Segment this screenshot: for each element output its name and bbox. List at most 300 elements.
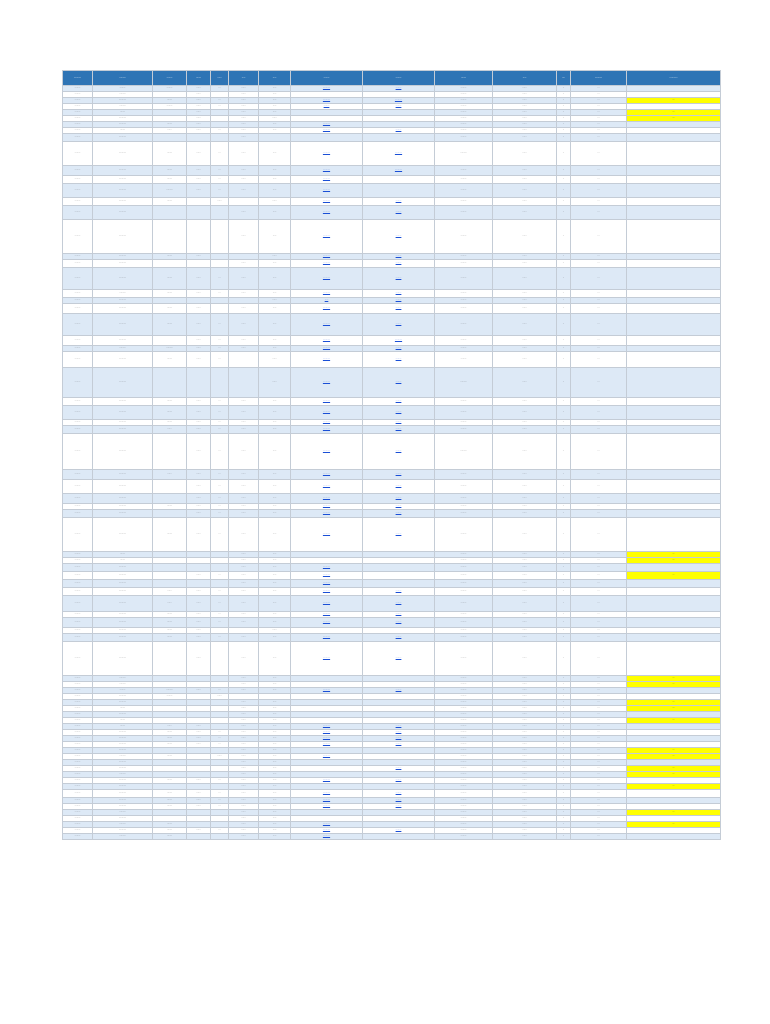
table-cell: ...: [571, 134, 627, 142]
email-link[interactable]: ..........: [291, 510, 363, 518]
table-cell: ..........: [93, 588, 153, 596]
email-link[interactable]: ..........: [291, 254, 363, 260]
table-cell: ......: [229, 778, 259, 784]
website-link[interactable]: ........: [363, 470, 435, 480]
table-row: [63, 352, 721, 368]
table-cell: .......: [153, 166, 187, 176]
table-cell: .........: [93, 754, 153, 760]
website-link[interactable]: ........: [363, 778, 435, 784]
table-row: [63, 580, 721, 588]
email-link[interactable]: ..........: [291, 724, 363, 730]
website-link[interactable]: ........: [363, 798, 435, 804]
table-row: [63, 398, 721, 406]
table-cell: ......: [229, 766, 259, 772]
header-cell: .....: [229, 71, 259, 86]
table-cell: ......: [229, 398, 259, 406]
table-cell: ........: [63, 596, 93, 612]
table-cell: [627, 480, 721, 494]
table-cell: .......: [153, 290, 187, 298]
table-cell: ..: [557, 304, 571, 314]
table-cell: ...: [571, 634, 627, 642]
table-cell: ..........: [93, 470, 153, 480]
table-cell: ..........: [93, 352, 153, 368]
table-cell: ..: [557, 254, 571, 260]
table-cell: ..: [557, 470, 571, 480]
table-cell: .....: [259, 304, 291, 314]
table-cell: [187, 580, 211, 588]
table-cell: ..........: [93, 304, 153, 314]
website-link[interactable]: ........: [363, 128, 435, 134]
table-cell: [211, 134, 229, 142]
table-cell: ..: [557, 730, 571, 736]
email-link[interactable]: ........: [291, 104, 363, 110]
table-cell: .......: [153, 504, 187, 510]
table-cell: ......: [211, 198, 229, 206]
table-cell: ..........: [93, 642, 153, 676]
table-cell: ..........: [93, 816, 153, 822]
table-cell: ......: [187, 110, 211, 116]
table-cell: ........: [63, 116, 93, 122]
table-cell: ........: [63, 784, 93, 790]
table-cell: [153, 494, 187, 504]
table-cell: ........: [63, 206, 93, 220]
table-cell: ...: [571, 612, 627, 618]
table-cell: ......: [229, 834, 259, 840]
table-cell: ...: [571, 700, 627, 706]
table-cell: ........: [63, 816, 93, 822]
table-cell: [627, 268, 721, 290]
table-cell: ...: [571, 778, 627, 784]
table-cell: .......: [153, 352, 187, 368]
table-cell: .......: [153, 730, 187, 736]
email-link[interactable]: ..........: [291, 588, 363, 596]
table-cell: ..........: [93, 580, 153, 588]
email-link[interactable]: ..........: [291, 778, 363, 784]
table-cell: ........: [63, 828, 93, 834]
table-cell: ......: [187, 86, 211, 92]
table-row: [63, 642, 721, 676]
table-cell: [627, 564, 721, 572]
table-cell: ........: [63, 700, 93, 706]
table-row: [63, 588, 721, 596]
email-link[interactable]: ..........: [291, 314, 363, 336]
table-cell: ..........: [93, 220, 153, 254]
table-cell: ......: [187, 596, 211, 612]
table-cell: ........: [63, 688, 93, 694]
website-link[interactable]: ........: [363, 434, 435, 470]
table-cell: .........: [93, 290, 153, 298]
website-link[interactable]: ........: [363, 398, 435, 406]
website-link[interactable]: ........: [363, 254, 435, 260]
table-cell: ......: [187, 480, 211, 494]
website-link[interactable]: ........: [363, 790, 435, 798]
table-cell: .....: [259, 724, 291, 730]
table-cell: ......: [229, 712, 259, 718]
table-cell: ......: [493, 688, 557, 694]
website-link[interactable]: ........: [363, 298, 435, 304]
header-cell: ...........: [627, 71, 721, 86]
table-cell: ..........: [93, 778, 153, 784]
table-cell: ......: [493, 116, 557, 122]
email-link[interactable]: ..........: [291, 142, 363, 166]
table-cell: ........: [435, 504, 493, 510]
website-link[interactable]: ........: [363, 828, 435, 834]
table-cell: ......: [187, 828, 211, 834]
table-cell: ..........: [93, 518, 153, 552]
table-cell: ...: [211, 426, 229, 434]
website-link[interactable]: ........: [363, 406, 435, 420]
header-cell: ........: [153, 71, 187, 86]
table-cell: .....: [259, 398, 291, 406]
email-link[interactable]: ..........: [291, 480, 363, 494]
table-cell: ..: [557, 406, 571, 420]
table-cell: ..: [557, 596, 571, 612]
email-link[interactable]: ..........: [291, 336, 363, 346]
table-cell: [211, 564, 229, 572]
email-link[interactable]: ..........: [291, 580, 363, 588]
table-cell: [211, 206, 229, 220]
table-cell: .....: [259, 804, 291, 810]
table-cell: ......: [493, 682, 557, 688]
website-link[interactable]: ........: [363, 688, 435, 694]
website-link[interactable]: ........: [363, 588, 435, 596]
website-link[interactable]: ........: [363, 86, 435, 92]
table-cell: ........: [435, 254, 493, 260]
email-link[interactable]: ..........: [291, 290, 363, 298]
table-cell: ........: [63, 304, 93, 314]
website-link[interactable]: ........: [363, 596, 435, 612]
table-row: [63, 618, 721, 628]
table-cell: ......: [493, 220, 557, 254]
table-cell: ..........: [93, 612, 153, 618]
table-cell: ........: [435, 346, 493, 352]
table-cell: ......: [493, 470, 557, 480]
email-link[interactable]: ..........: [291, 166, 363, 176]
website-link[interactable]: ........: [363, 104, 435, 110]
website-link[interactable]: ..........: [363, 166, 435, 176]
email-link[interactable]: ..........: [291, 426, 363, 434]
email-link[interactable]: ..........: [291, 176, 363, 184]
website-link[interactable]: ........: [363, 352, 435, 368]
email-link[interactable]: ..........: [291, 352, 363, 368]
email-link[interactable]: ..........: [291, 268, 363, 290]
table-cell: ...: [571, 784, 627, 790]
table-cell: ......: [493, 572, 557, 580]
website-link[interactable]: ........: [363, 480, 435, 494]
email-link[interactable]: ..........: [291, 804, 363, 810]
table-cell: .......: [153, 754, 187, 760]
email-link[interactable]: ..........: [291, 834, 363, 840]
email-link[interactable]: ..........: [291, 184, 363, 198]
table-cell: .....: [259, 778, 291, 784]
website-link[interactable]: ........: [363, 346, 435, 352]
website-link[interactable]: ........: [363, 518, 435, 552]
table-cell: ........: [435, 724, 493, 730]
table-cell: ......: [187, 730, 211, 736]
table-cell: ......: [493, 736, 557, 742]
table-cell: ...: [571, 822, 627, 828]
table-cell: ......: [229, 772, 259, 778]
table-cell: ........: [435, 518, 493, 552]
email-link[interactable]: ..........: [291, 828, 363, 834]
email-link[interactable]: ..........: [291, 368, 363, 398]
table-cell: ..........: [93, 426, 153, 434]
table-cell: .......: [153, 254, 187, 260]
table-cell: .......: [153, 790, 187, 798]
table-cell: ........: [63, 612, 93, 618]
table-cell: ........: [435, 718, 493, 724]
table-cell: ......: [187, 184, 211, 198]
table-cell: ......: [229, 510, 259, 518]
website-link[interactable]: ........: [363, 612, 435, 618]
table-cell: .....: [259, 596, 291, 612]
website-link[interactable]: ........: [363, 510, 435, 518]
table-cell: ........: [435, 298, 493, 304]
email-link[interactable]: ..........: [291, 406, 363, 420]
email-link[interactable]: ..........: [291, 688, 363, 694]
table-cell: ..: [557, 510, 571, 518]
table-cell: ...: [211, 510, 229, 518]
table-cell: ......: [229, 426, 259, 434]
email-link[interactable]: ..........: [291, 572, 363, 580]
website-link[interactable]: ........: [363, 742, 435, 748]
table-cell: [627, 198, 721, 206]
table-cell: ......: [229, 784, 259, 790]
website-link[interactable]: ........: [363, 618, 435, 628]
website-link[interactable]: ........: [363, 494, 435, 504]
table-cell: .......: [93, 718, 153, 724]
table-cell: [363, 580, 435, 588]
table-cell: ..: [557, 206, 571, 220]
email-link[interactable]: ..........: [291, 754, 363, 760]
email-link[interactable]: ..........: [291, 564, 363, 572]
table-cell: [627, 352, 721, 368]
table-cell: ........: [435, 790, 493, 798]
table-cell: ......: [229, 304, 259, 314]
table-cell: ........: [63, 518, 93, 552]
website-link[interactable]: ........: [363, 260, 435, 268]
table-cell: ......: [153, 596, 187, 612]
website-link[interactable]: ........: [363, 642, 435, 676]
table-cell: ...: [211, 142, 229, 166]
table-cell: [211, 304, 229, 314]
table-cell: [153, 220, 187, 254]
email-link[interactable]: ..........: [291, 736, 363, 742]
table-cell: [627, 596, 721, 612]
table-cell: ..: [557, 184, 571, 198]
table-cell: ......: [493, 612, 557, 618]
website-link[interactable]: ........: [363, 198, 435, 206]
table-cell: .....: [259, 798, 291, 804]
table-cell: ...: [571, 688, 627, 694]
table-cell: ..: [557, 504, 571, 510]
email-link[interactable]: ..........: [291, 206, 363, 220]
table-cell: ..: [557, 706, 571, 712]
table-cell: ......: [229, 110, 259, 116]
table-cell: ........: [63, 398, 93, 406]
table-cell: ..: [557, 790, 571, 798]
table-cell: ..: [557, 712, 571, 718]
table-row: [63, 572, 721, 580]
email-link[interactable]: ..........: [291, 346, 363, 352]
table-cell: ...: [571, 572, 627, 580]
table-row: [63, 518, 721, 552]
table-cell: ......: [229, 104, 259, 110]
table-cell: ........: [63, 470, 93, 480]
website-link[interactable]: ........: [363, 268, 435, 290]
table-cell: .....: [259, 742, 291, 748]
table-cell: ....: [627, 558, 721, 564]
table-cell: ..........: [93, 336, 153, 346]
table-cell: [211, 220, 229, 254]
email-link[interactable]: ..........: [291, 260, 363, 268]
table-cell: ...: [571, 166, 627, 176]
table-cell: .....: [259, 290, 291, 298]
website-link[interactable]: ........: [363, 304, 435, 314]
website-link[interactable]: ........: [363, 420, 435, 426]
table-cell: [291, 134, 363, 142]
table-cell: ......: [187, 742, 211, 748]
table-cell: ...: [211, 184, 229, 198]
website-link[interactable]: ........: [363, 206, 435, 220]
table-cell: ........: [63, 712, 93, 718]
table-cell: [627, 834, 721, 840]
table-cell: ......: [229, 742, 259, 748]
table-cell: ..: [557, 298, 571, 304]
table-cell: ......: [229, 688, 259, 694]
email-link[interactable]: ..........: [291, 612, 363, 618]
email-link[interactable]: ..........: [291, 122, 363, 128]
website-link[interactable]: ........: [363, 220, 435, 254]
table-cell: ...: [211, 346, 229, 352]
table-cell: ......: [229, 730, 259, 736]
table-cell: ..: [557, 778, 571, 784]
table-cell: ..: [557, 816, 571, 822]
table-cell: ......: [187, 268, 211, 290]
table-cell: .....: [259, 572, 291, 580]
table-cell: ..........: [93, 98, 153, 104]
table-cell: ..........: [93, 298, 153, 304]
website-link[interactable]: ........: [363, 314, 435, 336]
table-cell: .......: [153, 98, 187, 104]
email-link[interactable]: ..........: [291, 518, 363, 552]
website-link[interactable]: ........: [363, 426, 435, 434]
email-link[interactable]: ..........: [291, 618, 363, 628]
table-cell: ........: [63, 110, 93, 116]
header-cell: .......: [187, 71, 211, 86]
website-link[interactable]: ..........: [363, 142, 435, 166]
table-cell: ...: [571, 718, 627, 724]
table-cell: .....: [259, 184, 291, 198]
email-link[interactable]: ..........: [291, 504, 363, 510]
email-link[interactable]: ..........: [291, 420, 363, 426]
website-link[interactable]: ........: [363, 290, 435, 298]
email-link[interactable]: ..........: [291, 642, 363, 676]
email-link[interactable]: ..........: [291, 798, 363, 804]
email-link[interactable]: .....: [291, 298, 363, 304]
website-link[interactable]: ........: [363, 504, 435, 510]
table-cell: ..........: [93, 564, 153, 572]
table-cell: [627, 368, 721, 398]
email-link[interactable]: ..........: [291, 434, 363, 470]
website-link[interactable]: ..........: [363, 336, 435, 346]
table-cell: ..........: [93, 198, 153, 206]
table-cell: ..: [557, 198, 571, 206]
website-link[interactable]: ........: [363, 724, 435, 730]
email-link[interactable]: ..........: [291, 822, 363, 828]
email-link[interactable]: ..........: [291, 742, 363, 748]
table-cell: ......: [187, 314, 211, 336]
email-link[interactable]: ..........: [291, 470, 363, 480]
table-cell: ...: [211, 518, 229, 552]
table-cell: ...: [571, 766, 627, 772]
email-link[interactable]: ..........: [291, 730, 363, 736]
table-cell: ......: [153, 724, 187, 730]
table-cell: [627, 510, 721, 518]
email-link[interactable]: ..........: [291, 494, 363, 504]
email-link[interactable]: ..........: [291, 304, 363, 314]
email-link[interactable]: ..........: [291, 634, 363, 642]
email-link[interactable]: ..........: [291, 398, 363, 406]
table-cell: [153, 480, 187, 494]
website-link[interactable]: ........: [363, 804, 435, 810]
email-link[interactable]: ..........: [291, 128, 363, 134]
table-cell: ........: [435, 642, 493, 676]
table-cell: ....: [627, 766, 721, 772]
email-link[interactable]: ..........: [291, 86, 363, 92]
table-cell: .....: [259, 730, 291, 736]
table-cell: ........: [63, 220, 93, 254]
table-cell: ......: [493, 634, 557, 642]
table-cell: ......: [493, 766, 557, 772]
table-cell: ..: [557, 772, 571, 778]
table-cell: ......: [493, 98, 557, 104]
table-cell: ...: [571, 304, 627, 314]
table-row: [63, 198, 721, 206]
website-link[interactable]: ........: [363, 368, 435, 398]
table-cell: ........: [63, 198, 93, 206]
website-link[interactable]: ..........: [363, 98, 435, 104]
website-link[interactable]: ........: [363, 730, 435, 736]
email-link[interactable]: ..........: [291, 790, 363, 798]
table-cell: ...: [571, 98, 627, 104]
website-link[interactable]: ........: [363, 736, 435, 742]
table-cell: ...: [571, 110, 627, 116]
email-link[interactable]: ..........: [291, 198, 363, 206]
table-cell: ..: [557, 634, 571, 642]
table-cell: ......: [493, 104, 557, 110]
table-cell: .......: [153, 398, 187, 406]
email-link[interactable]: ..........: [291, 596, 363, 612]
table-cell: .....: [259, 834, 291, 840]
table-cell: ........: [435, 760, 493, 766]
table-cell: ........: [63, 676, 93, 682]
website-link[interactable]: ........: [363, 766, 435, 772]
email-link[interactable]: ..........: [291, 220, 363, 254]
website-link[interactable]: ........: [363, 634, 435, 642]
email-link[interactable]: ..........: [291, 98, 363, 104]
table-cell: ..: [557, 718, 571, 724]
table-cell: ......: [229, 518, 259, 552]
table-cell: ..........: [93, 700, 153, 706]
table-cell: ...: [571, 760, 627, 766]
table-cell: ........: [435, 588, 493, 596]
table-cell: ...: [571, 742, 627, 748]
table-cell: .........: [93, 92, 153, 98]
table-cell: .....: [259, 790, 291, 798]
table-cell: ......: [187, 724, 211, 730]
table-cell: [153, 368, 187, 398]
